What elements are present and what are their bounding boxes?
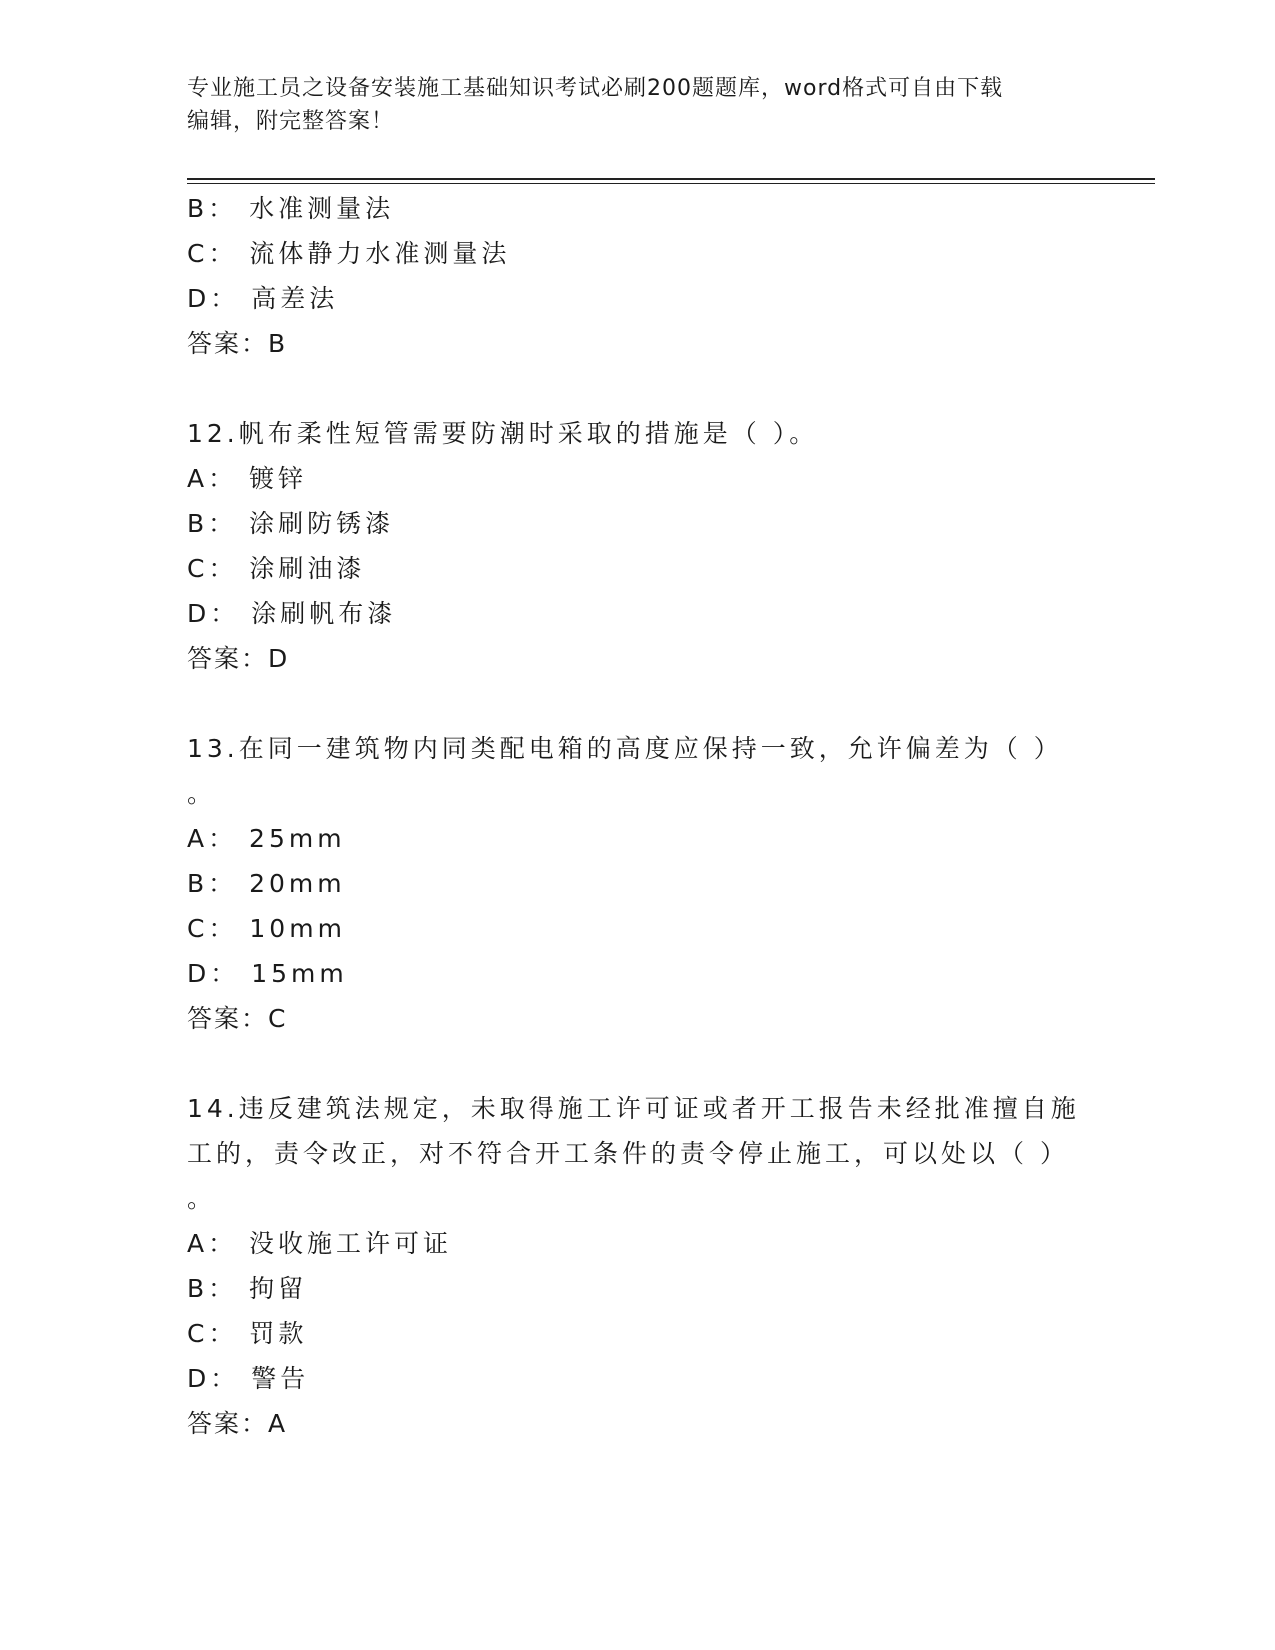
q13-option-b: B： 20mm: [187, 869, 346, 898]
q11-option-c: C： 流体静力水准测量法: [187, 239, 511, 268]
q14-option-d: D： 警告: [187, 1364, 310, 1393]
q14-stem-continuation: 。: [187, 1184, 217, 1213]
header-line-1: 专业施工员之设备安装施工基础知识考试必刷200题题库，word格式可自由下载: [187, 76, 1004, 101]
q12-option-d: D： 涂刷帆布漆: [187, 599, 397, 628]
q12-answer: 答案：D: [187, 644, 290, 673]
q12-option-a: A： 镀锌: [187, 464, 308, 493]
q13-answer: 答案：C: [187, 1004, 288, 1033]
q13-option-c: C： 10mm: [187, 914, 346, 943]
header-divider-thick: [187, 178, 1155, 180]
q12-option-b: B： 涂刷防锈漆: [187, 509, 395, 538]
q13-option-a: A： 25mm: [187, 824, 346, 853]
q13-stem-continuation: 。: [187, 779, 217, 808]
q14-option-a: A： 没收施工许可证: [187, 1229, 453, 1258]
q11-option-b: B： 水准测量法: [187, 194, 395, 223]
q12-stem: 12.帆布柔性短管需要防潮时采取的措施是（ ）。: [187, 419, 819, 448]
q11-option-d: D： 高差法: [187, 284, 339, 313]
q14-stem-line-2: 工的，责令改正，对不符合开工条件的责令停止施工，可以处以（ ）: [187, 1139, 1069, 1168]
header-divider-thin: [187, 183, 1155, 184]
q13-stem: 13.在同一建筑物内同类配电箱的高度应保持一致，允许偏差为（ ）: [187, 734, 1063, 763]
document-header: [187, 72, 1087, 138]
header-line-2: 编辑，附完整答案！: [187, 109, 395, 134]
q11-answer: 答案：B: [187, 329, 288, 358]
q13-option-d: D： 15mm: [187, 959, 348, 988]
q14-answer: 答案：A: [187, 1409, 288, 1438]
q14-option-b: B： 拘留: [187, 1274, 308, 1303]
q12-option-c: C： 涂刷油漆: [187, 554, 366, 583]
q14-stem-line-1: 14.违反建筑法规定，未取得施工许可证或者开工报告未经批准擅自施: [187, 1094, 1080, 1123]
q14-option-c: C： 罚款: [187, 1319, 308, 1348]
